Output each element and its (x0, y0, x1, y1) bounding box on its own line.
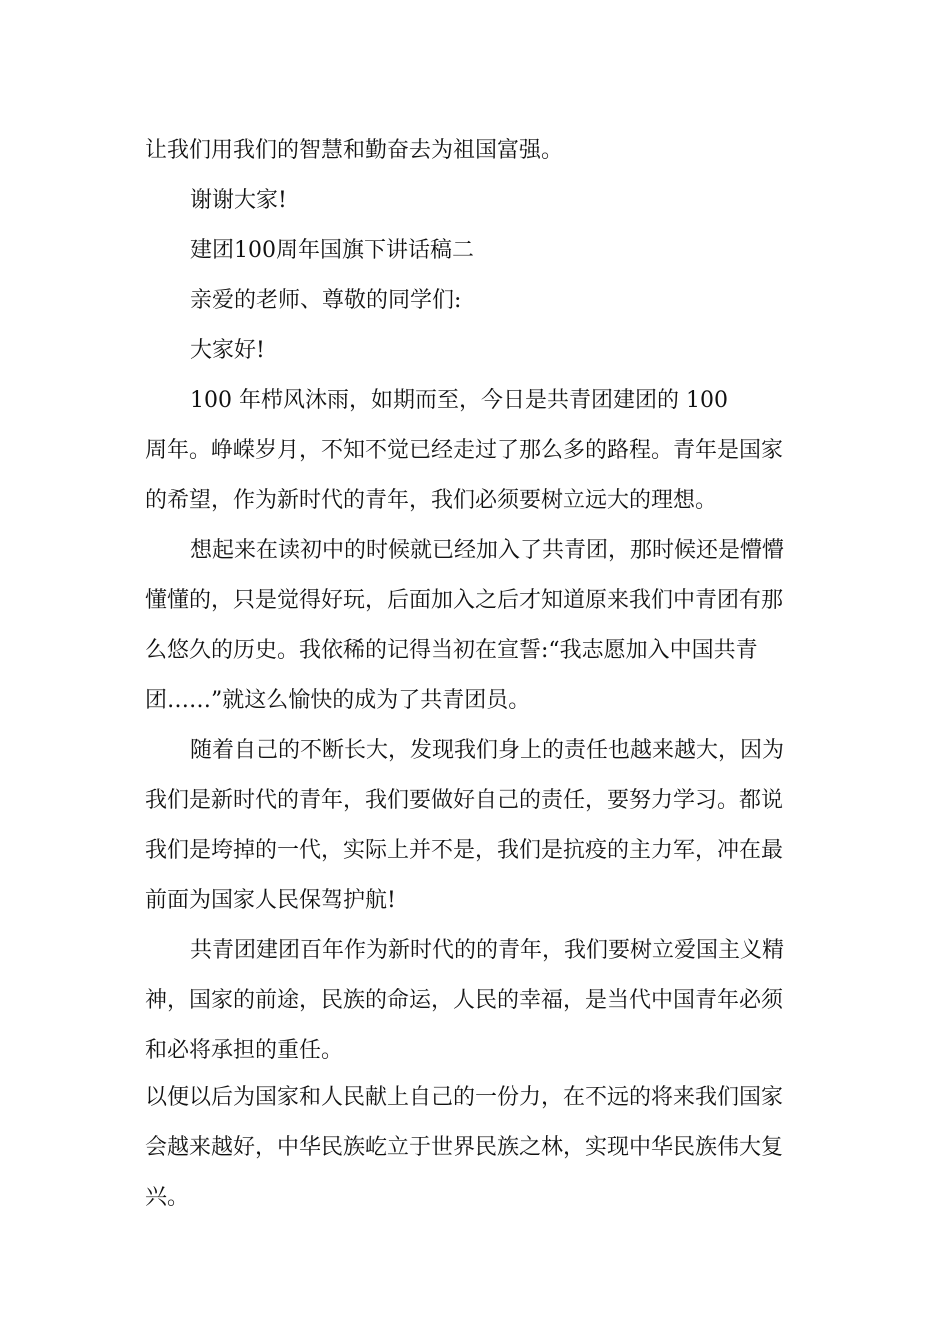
text-line: 谢谢大家! (190, 188, 287, 213)
text-line: 让我们用我们的智慧和勤奋去为祖国富强。 (145, 138, 564, 163)
text-line: 共青团建团百年作为新时代的的青年，我们要树立爱国主义精 (190, 938, 785, 963)
text-line: 懂懂的，只是觉得好玩，后面加入之后才知道原来我们中青团有那 (145, 588, 784, 613)
text-line: 和必将承担的重任。 (145, 1038, 344, 1063)
salutation: 亲爱的老师、尊敬的同学们: (190, 288, 462, 313)
text-line: 想起来在读初中的时候就已经加入了共青团，那时候还是懵懵 (190, 538, 785, 563)
text-line: 随着自己的不断长大，发现我们身上的责任也越来越大，因为 (190, 738, 785, 763)
text-line: 以便以后为国家和人民献上自己的一份力，在不远的将来我们国家 (145, 1085, 784, 1110)
text-line: 100 年栉风沐雨，如期而至，今日是共青团建团的 100 (190, 388, 728, 413)
greeting: 大家好! (190, 338, 265, 363)
text-line: 我们是新时代的青年，我们要做好自己的责任，要努力学习。都说 (145, 788, 784, 813)
text-line: 么悠久的历史。我依稀的记得当初在宣誓:“我志愿加入中国共青 (145, 638, 758, 663)
text-line: 前面为国家人民保驾护航! (145, 888, 396, 913)
text-line: 团……”就这么愉快的成为了共青团员。 (145, 688, 531, 713)
text-line: 周年。峥嵘岁月，不知不觉已经走过了那么多的路程。青年是国家 (145, 438, 784, 463)
text-line: 兴。 (145, 1185, 190, 1210)
section-heading: 建团100周年国旗下讲话稿二 (190, 238, 474, 263)
text-line: 神，国家的前途，民族的命运，人民的幸福，是当代中国青年必须 (145, 988, 784, 1013)
text-line: 会越来越好，中华民族屹立于世界民族之林，实现中华民族伟大复 (145, 1135, 784, 1160)
text-line: 我们是垮掉的一代，实际上并不是，我们是抗疫的主力军，冲在最 (145, 838, 784, 863)
text-line: 的希望，作为新时代的青年，我们必须要树立远大的理想。 (145, 488, 718, 513)
